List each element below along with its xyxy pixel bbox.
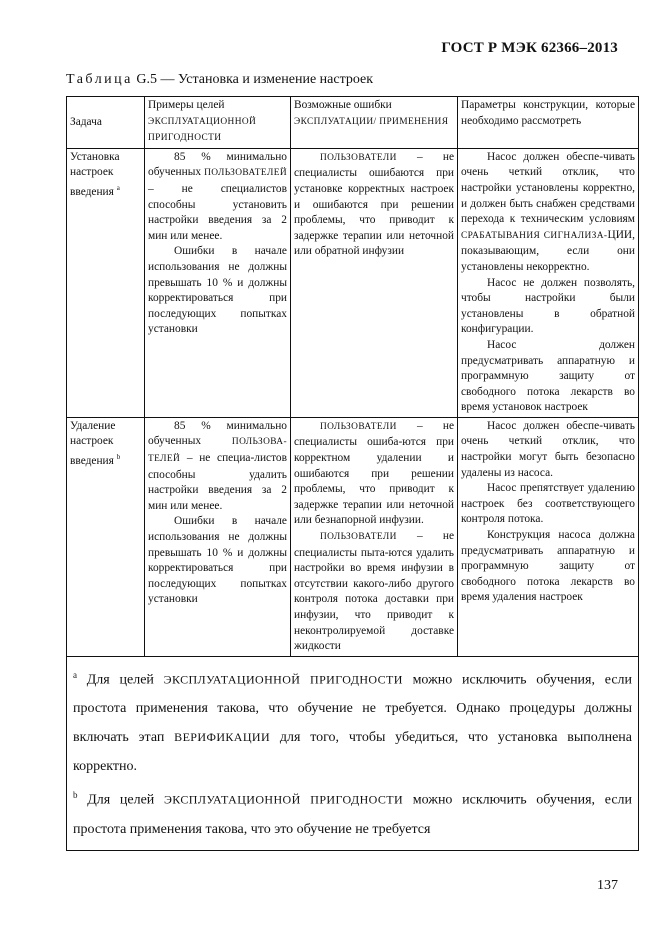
header-errors-text: Возможные ошибки [294, 99, 392, 111]
footnote-marker: a [116, 183, 120, 192]
cell-paragraph: Ошибки в начале использования не должны превышать 10 % и должны корректироваться при последующих попытках установки [148, 245, 287, 336]
cell-paragraph: 85 % минимально обученных ПОЛЬЗОВАТЕЛЕЙ – не специалистов способны установить настройки введения за 2 мин или менее. [148, 150, 287, 242]
table-footnotes [67, 656, 639, 850]
page-number: 137 [597, 878, 618, 893]
examples-cell [145, 148, 291, 417]
params-cell [458, 417, 639, 656]
errors-cell [291, 417, 458, 656]
table-row-install [67, 148, 639, 417]
header-task: Задача [67, 97, 145, 149]
table-caption [66, 72, 373, 88]
cell-paragraph: ПОЛЬЗОВАТЕЛИ – не специалисты ошиба-ются при корректном удалении и ошибаются при решении проблемы, что приводит к задержке терапии или неточной или безнапорной инфузии. [294, 419, 454, 527]
header-params-text: Параметры конструкции, которые необходимо рассмотреть [461, 99, 635, 127]
task-text: Установка настроек введения [70, 150, 120, 198]
header-use-errors [291, 97, 458, 149]
cell-paragraph: Ошибки в начале использования не должны превышать 10 % и должны корректироваться при последующих попытках установки [148, 515, 287, 606]
header-examples-text: Примеры целей [148, 99, 225, 111]
cell-paragraph: 85 % минимально обученных ПОЛЬЗОВА-ТЕЛЕЙ – не специа-листов способны удалить настройки введения за 2 мин или менее. [148, 419, 287, 512]
footnote-b: $^b$ Для целей ЭКСПЛУАТАЦИОННОЙ ПРИГОДНОСТИ можно исключить обучения, если простота применения такова, что это обучение не требуется [73, 790, 633, 838]
header-errors-sc: ЭКСПЛУАТАЦИИ/ ПРИМЕНЕНИЯ [294, 116, 449, 127]
standard-header: ГОСТ Р МЭК 62366–2013 [441, 40, 618, 56]
cell-paragraph: Насос препятствует удалению настроек без соответствующего контроля потока. [461, 482, 635, 526]
task-cell [67, 417, 145, 656]
header-examples-sc: ЭКСПЛУАТАЦИОННОЙ ПРИГОДНОСТИ [148, 116, 257, 144]
table-row-remove [67, 417, 639, 656]
settings-table [66, 96, 639, 851]
table-label: Таблица [66, 72, 133, 87]
table-header-row [67, 97, 639, 149]
cell-paragraph: ПОЛЬЗОВАТЕЛИ – не специалисты пыта-ются удалить настройки во время инфузии в отсутствии какого-либо другого контроля потока доставки при инфузии, что приводит к неконтролируемой доставке жидкости [294, 530, 454, 653]
cell-paragraph: Насос должен предусматривать аппаратную и программную защиту от свободного потока лекарств во время установок настроек [461, 338, 635, 414]
footnote-a: $^a$ Для целей ЭКСПЛУАТАЦИОННОЙ ПРИГОДНОСТИ можно исключить обучения, если простота применения такова, что обучение не требуется. Однако процедуры должны включать этап ВЕРИФИКАЦИИ для того, чтобы убедиться, что установка выполнена корректно. [73, 669, 633, 775]
examples-cell [145, 417, 291, 656]
table-notes-row [67, 656, 639, 850]
cell-paragraph: Конструкция насоса должна предусматривать аппаратную и программную защиту от свободного потока лекарств во время удаления настроек [461, 529, 635, 604]
header-usability-goals [145, 97, 291, 149]
footnote-marker: b [116, 453, 121, 462]
cell-paragraph: Насос должен обеспе-чивать очень четкий отклик, что настройки могут быть безопасно удалены из насоса. [461, 419, 635, 479]
task-text: Удаление настроек введения [70, 419, 116, 467]
params-cell [458, 148, 639, 417]
cell-paragraph: Насос должен обеспе-чивать очень четкий отклик, что настройки установлены корректно, и должен быть снабжен средствами перехода к техническим условиям СРАБАТЫВАНИЯ СИГНАЛИЗА-ЦИИ, показывающим, если они установлены некорректно. [461, 150, 635, 273]
cell-paragraph: Насос не должен позволять, чтобы настройки были установлены в обратной конфигурации. [461, 276, 635, 336]
table-number: G.5 [136, 72, 158, 87]
cell-paragraph: ПОЛЬЗОВАТЕЛИ – не специалисты ошибаются при установке корректных настроек и ошибаются при решении проблемы, что приводит к задержке терапии или неточной или обратной инфузии [294, 150, 454, 258]
task-cell [67, 148, 145, 417]
table-title: — Установка и изменение настроек [160, 72, 374, 87]
header-design-params [458, 97, 639, 149]
errors-cell [291, 148, 458, 417]
